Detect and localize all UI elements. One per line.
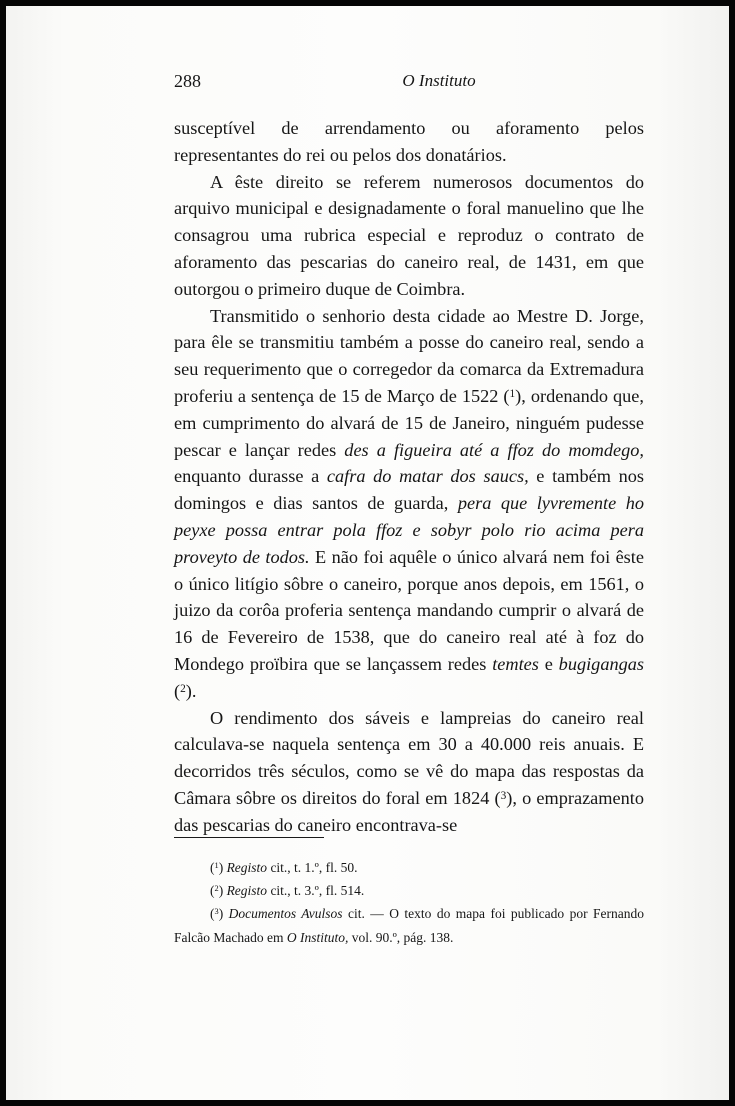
paragraph-4: O rendimento dos sáveis e lampreias do caneiro real calculava-se naquela sentença em 30 a 40.000 reis anuais. E decorridos três séculos, como se vê do mapa das respostas da Câmara sôbre os direitos do foral em 1824 ($^3$), o emprazamento das pescarias do caneiro encontrava-se (174, 707, 644, 835)
footnotes (174, 856, 644, 949)
footnote-ref-2: 2 (180, 682, 186, 695)
footnote-ref-3: 3 (500, 789, 507, 802)
page-header (174, 71, 644, 101)
term-temtes: temtes (492, 653, 539, 674)
quote-3: pera que lyvremente ho peyxe possa entrar pola ffoz e sobyr polo rio acima pera proveyto de todos. (174, 493, 645, 567)
quote-1: des a figueira até a ffoz do momdego, (344, 439, 644, 460)
page-number: 288 (174, 71, 201, 91)
footnote-2: ($^2$) Registo cit., t. 3.º, fl. 514. (210, 883, 365, 899)
term-bugigangas: bugigangas (558, 653, 644, 674)
body-text (174, 115, 644, 839)
paragraph-3: Transmitido o senhorio desta cidade ao Mestre D. Jorge, para êle se transmitiu também a posse do caneiro real, sendo a seu requerimento que o corregedor da comarca da Extremadura proferiu a sentença de 15 de Março de 1522 ($^1$), ordenando que, em cumprimento do alvará de 15 de Janeiro, ninguém pudesse pescar e lançar redes des a figueira até a ffoz do momdego, enquanto durasse a cafra do matar dos saucs, e também nos domingos e dias santos de guarda, pera que lyvremente ho peyxe possa entrar pola ffoz e sobyr polo rio acima pera proveyto de todos. E não foi aquêle o único alvará nem foi êste o único litígio sôbre o caneiro, porque anos depois, em 1561, o juizo da corôa proferia sentença mandando cumprir o alvará de 16 de Fevereiro de 1538, que do caneiro real até à foz do Mondego proïbira que se lançassem redes temtes e bugigangas ($^2$). (174, 305, 645, 701)
paragraph-2: A êste direito se referem numerosos documentos do arquivo municipal e designadamente o foral manuelino que lhe consagrou uma rubrica especial e reproduz o contrato de aforamento das pescarias do caneiro real, de 1431, em que outorgou o primeiro duque de Coimbra. (174, 171, 644, 299)
footnote-3: ($^3$) Documentos Avulsos cit. — O texto do mapa foi publicado por Fernando Falcão Machado em O Instituto, vol. 90.º, pág. 138. (174, 906, 644, 945)
paragraph-1: susceptível de arrendamento ou aforamento pelos representantes do rei ou pelos dos donatários. (174, 118, 644, 165)
footnote-divider (174, 837, 324, 838)
footnote-1: ($^1$) Registo cit., t. 1.º, fl. 50. (210, 860, 358, 875)
footnote-ref-1: 1 (509, 387, 516, 400)
quote-2: cafra do matar dos saucs, (326, 466, 529, 487)
running-title: O Instituto (402, 71, 476, 90)
